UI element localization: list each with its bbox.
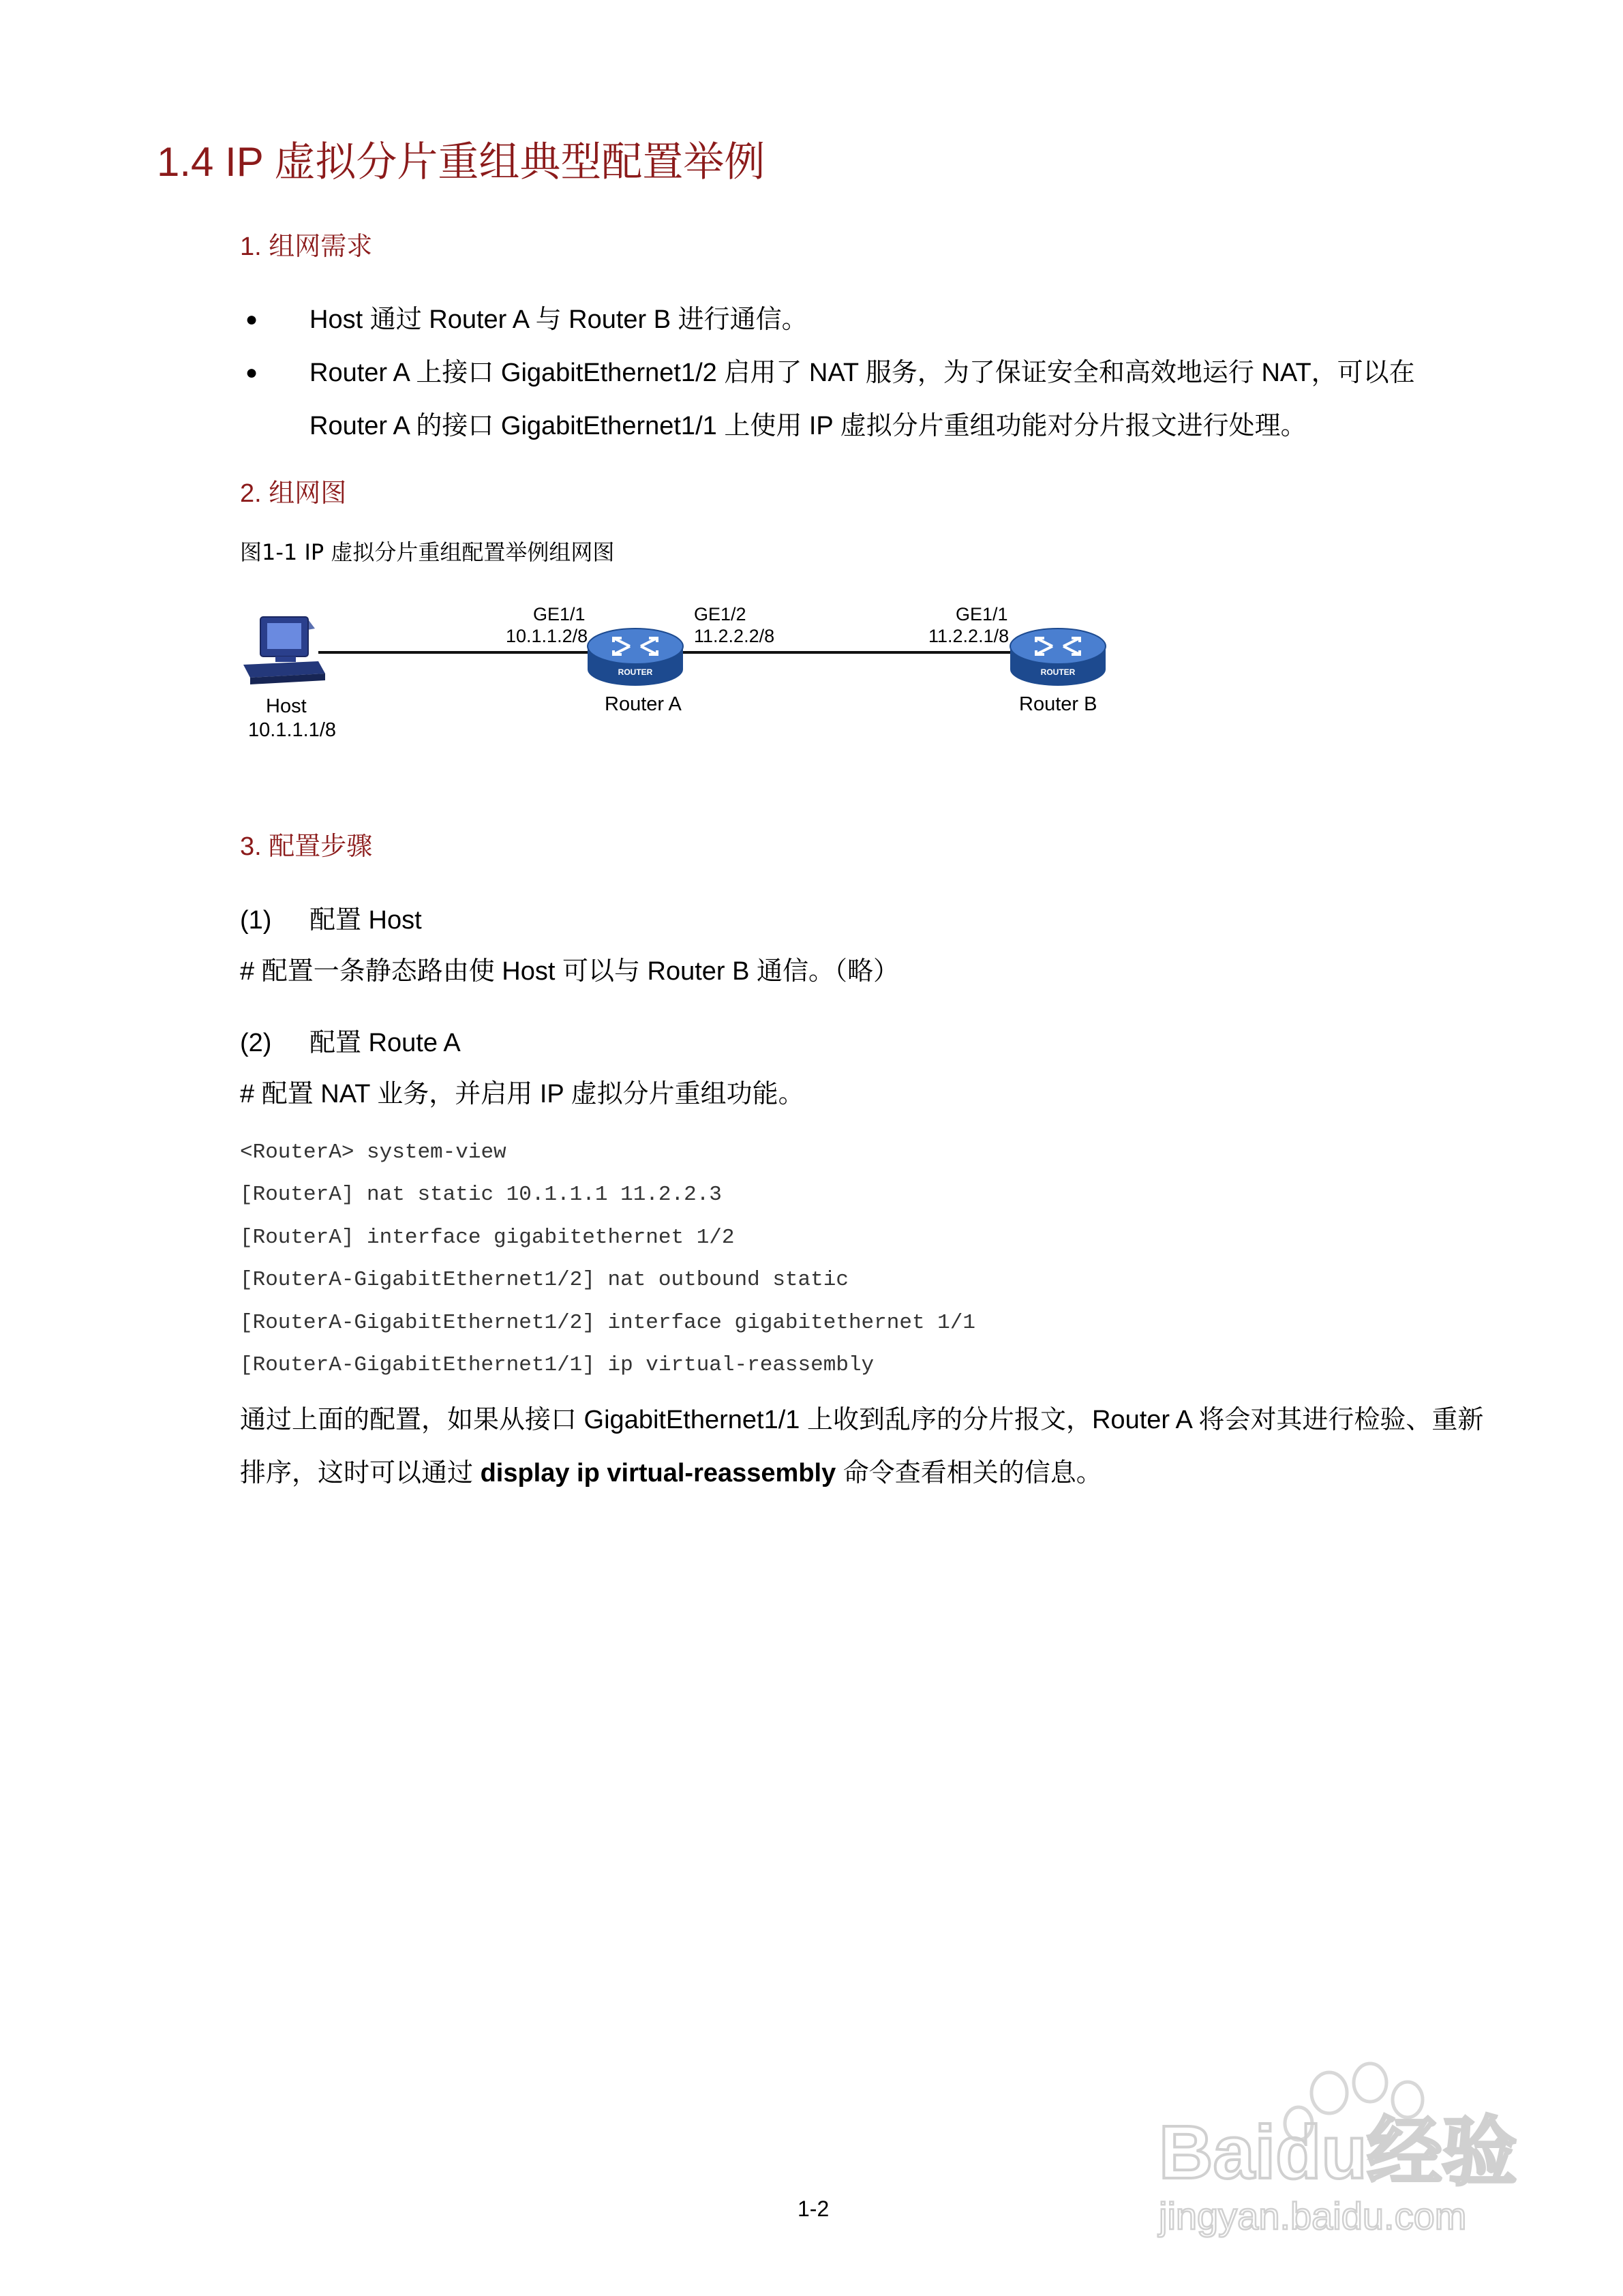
section-heading-diagram: 2. 组网图 <box>240 479 347 508</box>
router-a-label: Router A <box>605 693 682 715</box>
requirement-text: Host 通过 Router A 与 Router B 进行通信。 <box>309 305 808 334</box>
host-computer-icon <box>243 617 325 684</box>
router-b-if1-name: GE1/1 <box>956 604 1008 624</box>
conclusion-text-end: 命令查看相关的信息。 <box>836 1459 1102 1487</box>
watermark-url: jingyan.baidu.com <box>1159 2194 1467 2237</box>
router-a-if1-name: GE1/1 <box>533 604 586 624</box>
step-2-heading <box>240 1021 461 1059</box>
host-ip: 10.1.1.1/8 <box>248 719 336 741</box>
baidu-jingyan-watermark <box>1145 2045 1527 2250</box>
step-1-title: 配置 Host <box>309 906 422 935</box>
code-line: [RouterA-GigabitEthernet1/1] ip virtual-reassembly <box>240 1353 875 1378</box>
code-line: [RouterA] interface gigabitethernet 1/2 <box>240 1225 735 1250</box>
page-title: 1.4 IP 虚拟分片重组典型配置举例 <box>157 139 765 185</box>
router-a-badge: ROUTER <box>618 667 653 677</box>
figure-caption: 图1-1 IP 虚拟分片重组配置举例组网图 <box>240 539 615 565</box>
step-1-description: # 配置一条静态路由使 Host 可以与 Router B 通信。（略） <box>240 957 900 986</box>
code-line: <RouterA> system-view <box>240 1141 506 1164</box>
requirements-list <box>240 293 1487 453</box>
network-diagram <box>240 593 1181 757</box>
requirement-text: Router A 上接口 GigabitEthernet1/2 启用了 NAT 服务，为了保证安全和高效地运行 NAT，可以在 Router A 的接口 GigabitEthernet1/1 上使用 IP 虚拟分片重组功能对分片报文进行处理。 <box>309 359 1415 440</box>
section-heading-steps: 3. 配置步骤 <box>240 832 373 861</box>
code-line: [RouterA-GigabitEthernet1/2] interface gigabitethernet 1/1 <box>240 1310 975 1335</box>
conclusion-paragraph <box>240 1393 1487 1500</box>
router-b-label: Router B <box>1019 693 1097 715</box>
code-line: [RouterA] nat static 10.1.1.1 11.2.2.3 <box>240 1183 722 1207</box>
list-item <box>240 293 1487 346</box>
bullet-icon: ● <box>245 308 258 331</box>
command-name: display ip virtual-reassembly <box>480 1459 836 1487</box>
code-line: [RouterA-GigabitEthernet1/2] nat outbound static <box>240 1268 849 1293</box>
section-heading-requirements: 1. 组网需求 <box>240 232 373 261</box>
router-a-icon <box>588 629 683 686</box>
conclusion-text: 通过上面的配置，如果从接口 GigabitEthernet1/1 上收到乱序的分片报文，Router A 将会对其进行检验、重新排序，这时可以通过 <box>240 1406 1484 1487</box>
step-2-title: 配置 Route A <box>309 1029 461 1057</box>
host-label: Host <box>266 695 307 717</box>
router-b-if1-ip: 11.2.2.1/8 <box>928 626 1010 646</box>
watermark-brand: Baidu经验 <box>1159 2111 1517 2194</box>
page-number: 1-2 <box>798 2196 830 2221</box>
router-b-badge: ROUTER <box>1040 667 1076 677</box>
router-a-if2-name: GE1/2 <box>694 604 746 624</box>
step-1-heading <box>240 898 422 936</box>
router-b-icon <box>1010 629 1106 686</box>
code-block <box>240 1132 975 1387</box>
router-a-if2-ip: 11.2.2.2/8 <box>694 626 775 646</box>
list-item <box>240 346 1487 453</box>
router-a-if1-ip: 10.1.1.2/8 <box>506 626 588 646</box>
step-1-number: (1) <box>240 906 272 935</box>
step-2-number: (2) <box>240 1029 272 1057</box>
step-2-description: # 配置 NAT 业务，并启用 IP 虚拟分片重组功能。 <box>240 1080 804 1108</box>
bullet-icon: ● <box>245 361 258 384</box>
